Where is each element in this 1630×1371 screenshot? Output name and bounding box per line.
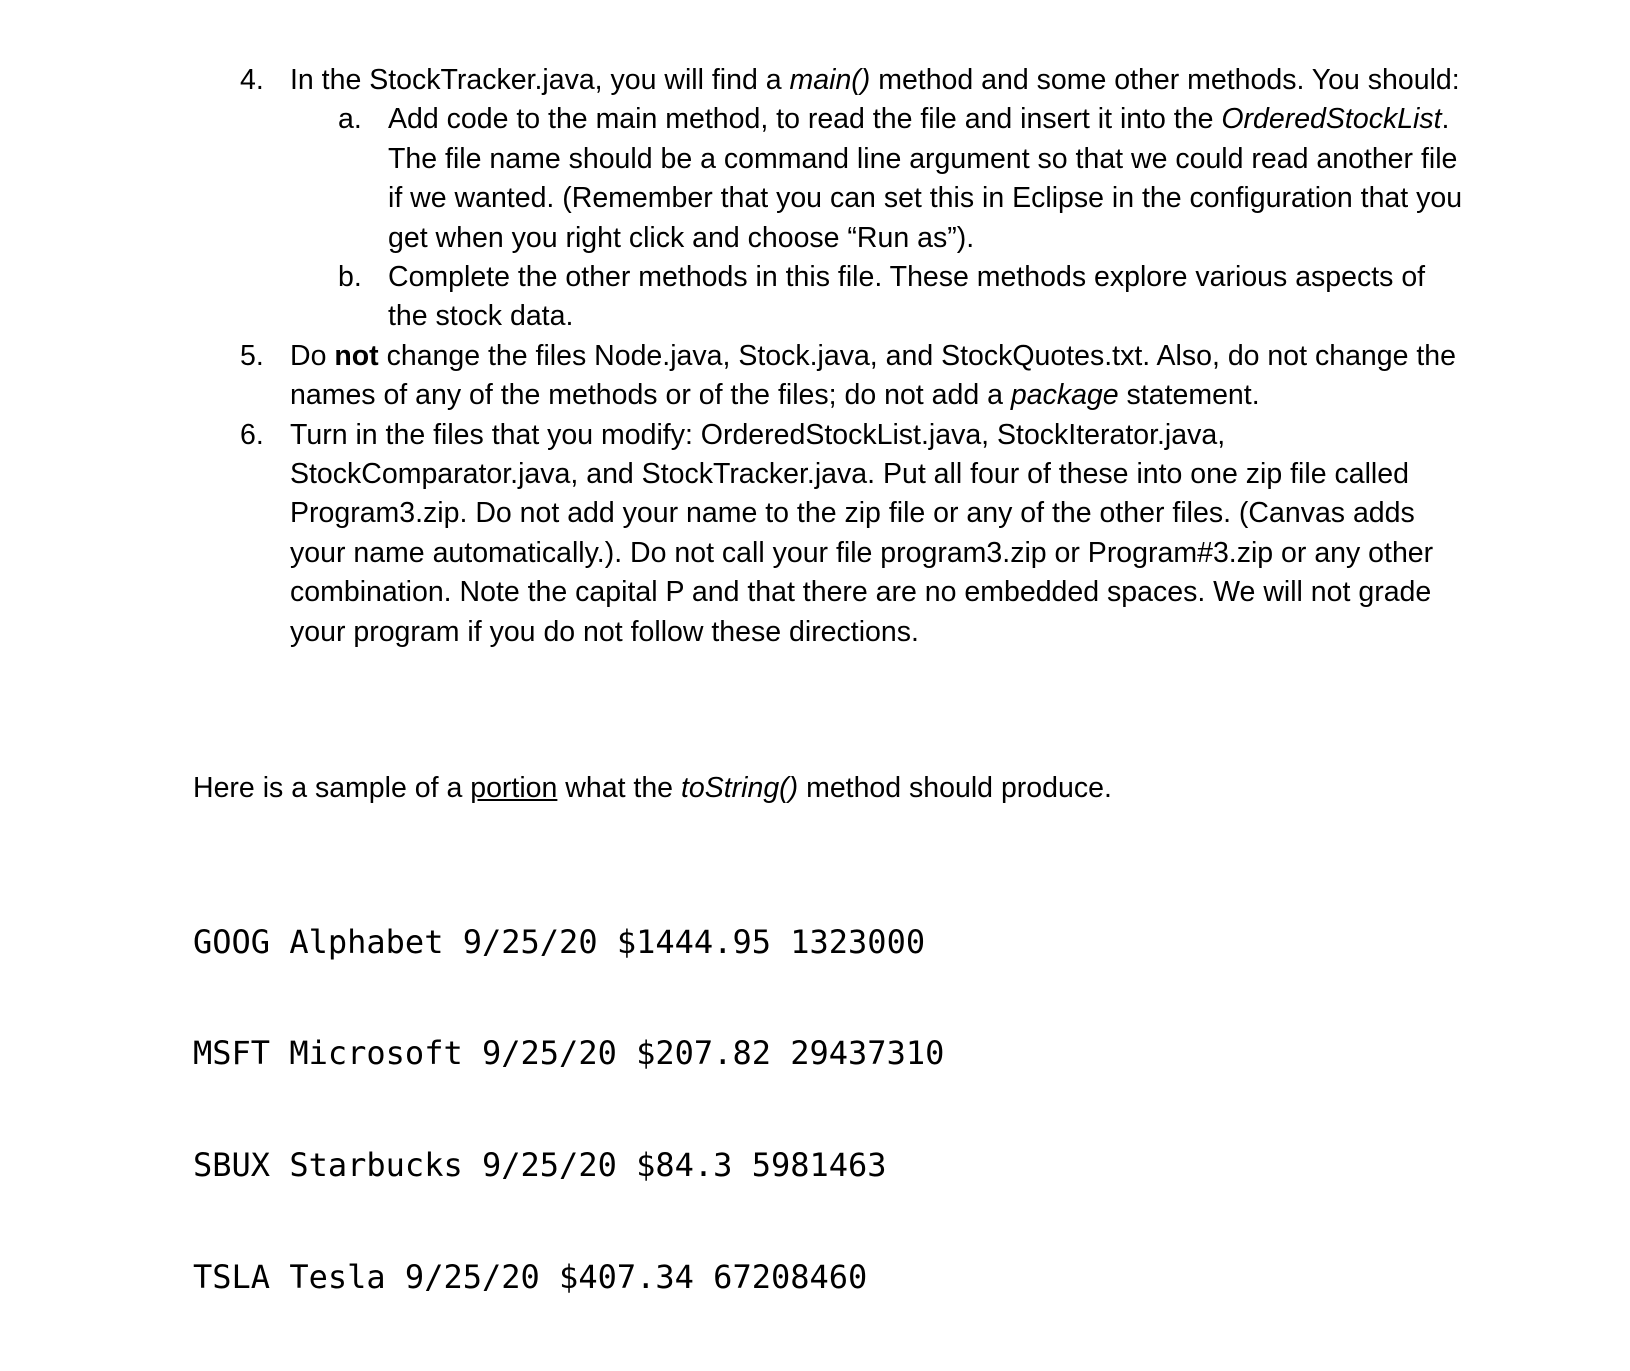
item-text: method and some other methods. You should: bbox=[870, 64, 1460, 96]
sample-output-block bbox=[193, 849, 944, 1371]
sub-item-emphasis: OrderedStockList bbox=[1221, 103, 1442, 136]
sub-item-b bbox=[0, 258, 1470, 337]
item-text: Do bbox=[290, 339, 335, 372]
sub-item-a bbox=[0, 100, 1470, 258]
instruction-list bbox=[0, 61, 1630, 652]
item-bold: not bbox=[334, 339, 379, 372]
list-number: 5. bbox=[240, 339, 264, 372]
sub-item-text: Complete the other methods in this file. These methods explore various aspects of the stock data. bbox=[388, 261, 1426, 333]
list-number: 4. bbox=[240, 64, 264, 96]
sample-output-line: TSLA Tesla 9/25/20 $407.34 67208460 bbox=[193, 1258, 868, 1297]
sample-output-line: MSFT Microsoft 9/25/20 $207.82 29437310 bbox=[193, 1034, 945, 1073]
list-number: 6. bbox=[240, 418, 264, 451]
intro-text: what the bbox=[557, 772, 681, 804]
intro-emphasis: toString() bbox=[680, 772, 799, 804]
sample-intro-paragraph bbox=[193, 769, 1112, 808]
item-emphasis: main() bbox=[789, 64, 871, 96]
sample-output-line: GOOG Alphabet 9/25/20 $1444.95 1323000 bbox=[193, 922, 926, 961]
sub-list bbox=[0, 100, 1630, 336]
list-item-4 bbox=[0, 61, 1470, 100]
sub-item-letter: b. bbox=[338, 261, 362, 294]
item-text: Turn in the files that you modify: OrderedStockList.java, StockIterator.java, StockComparator.java, and StockTracker.java. Put all four of these into one zip file called Program3.zip. Do not add your name to the zip file or any of the other files. (Canvas adds your name automatically.). Do not call your file program3.zip or Program#3.zip or any other combination. Note the capital P and that there are no embedded spaces. We will not grade your program if you do not follow these directions. bbox=[290, 418, 1434, 648]
intro-text: Here is a sample of a bbox=[193, 772, 471, 804]
sub-item-text: Add code to the main method, to read the file and insert it into the bbox=[388, 103, 1222, 136]
sample-output-line: SBUX Starbucks 9/25/20 $84.3 5981463 bbox=[193, 1146, 887, 1185]
item-emphasis: package bbox=[1010, 379, 1119, 412]
item-text: change the files Node.java, Stock.java, and StockQuotes.txt. Also, do not change the names of any of the methods or of the files; do not add a bbox=[290, 339, 1457, 412]
list-item-6 bbox=[0, 416, 1470, 652]
item-text: In the StockTracker.java, you will find a bbox=[290, 64, 790, 96]
intro-text: method should produce. bbox=[798, 772, 1112, 804]
sub-item-letter: a. bbox=[338, 103, 362, 136]
intro-underlined: portion bbox=[470, 772, 558, 804]
list-item-5 bbox=[0, 337, 1470, 416]
sub-item-text: . The file name should be a command line argument so that we could read another file if we wanted. (Remember that you can set this in Eclipse in the configuration that you get when you right click and choose “Run as”). bbox=[388, 103, 1463, 254]
item-text: statement. bbox=[1118, 379, 1260, 412]
